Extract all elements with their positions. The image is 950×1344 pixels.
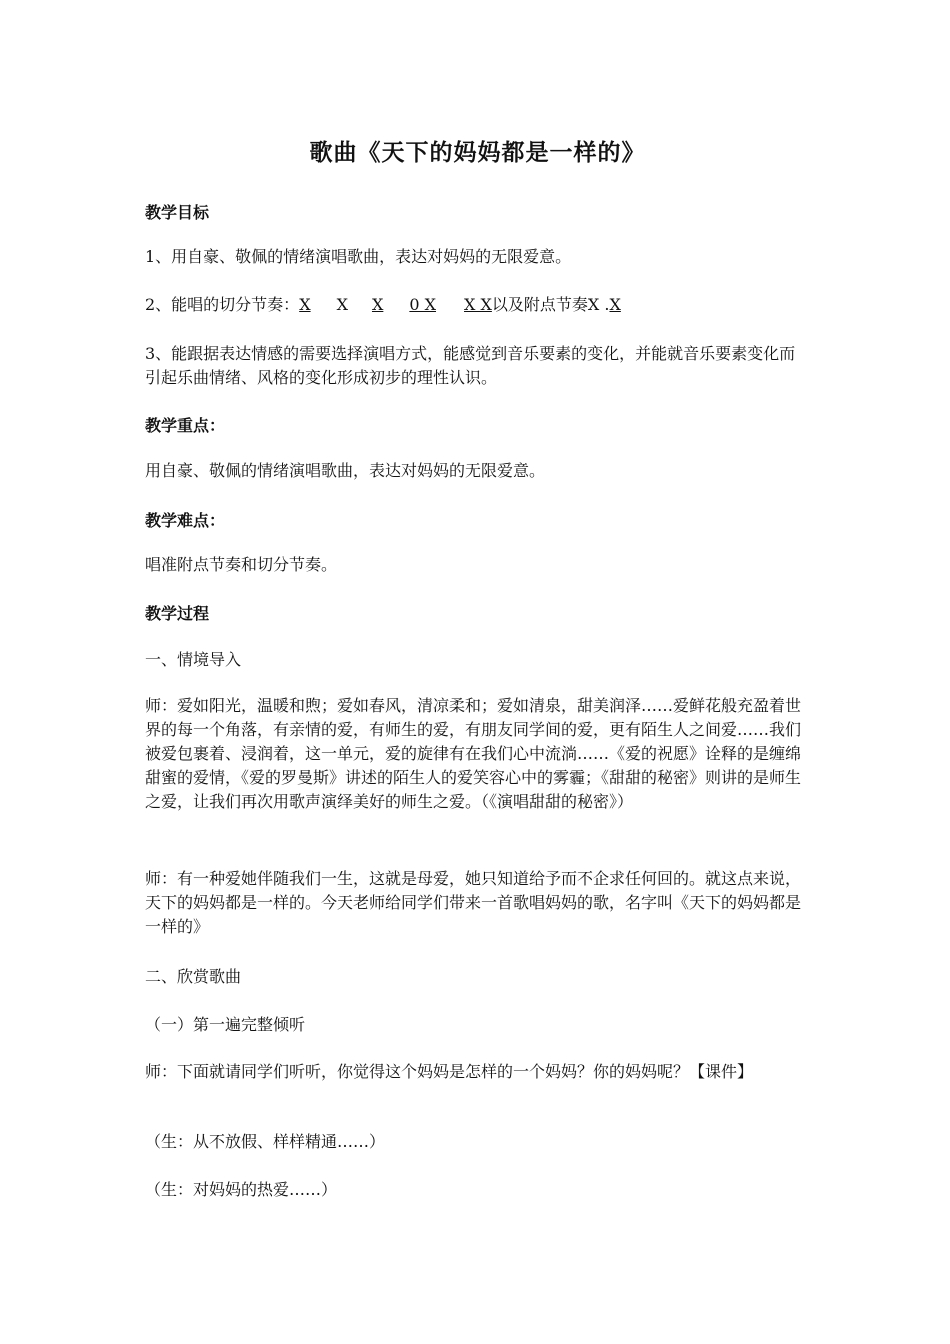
student-answer-2: （生：对妈妈的热爱……） <box>145 1180 338 1199</box>
goal-item-2-mid: 以及附点节奏 <box>491 295 588 314</box>
section-2-title: 二、欣赏歌曲 <box>145 967 242 986</box>
process-heading: 教学过程 <box>145 604 210 623</box>
student-answer-1: （生：从不放假、样样精通……） <box>145 1132 386 1151</box>
focus-text: 用自豪、敬佩的情绪演唱歌曲，表达对妈妈的无限爱意。 <box>145 461 546 480</box>
rhythm-note-3: X <box>371 295 384 314</box>
goal-item-1: 1、用自豪、敬佩的情绪演唱歌曲，表达对妈妈的无限爱意。 <box>145 247 572 266</box>
subsection-1-title: （一）第一遍完整倾听 <box>145 1015 306 1034</box>
goals-heading: 教学目标 <box>145 203 210 222</box>
difficulty-heading: 教学难点： <box>145 511 226 530</box>
intro-paragraph-1: 师：爱如阳光，温暖和煦；爱如春风，清凉柔和；爱如清泉，甜美润泽……爱鲜花般充盈着世界的每一个角落，有亲情的爱，有师生的爱，有朋友同学间的爱，更有陌生人之间爱……我们被爱包裹着、浸润着，这一单元，爱的旋律有在我们心中流淌……《爱的祝愿》诠释的是缠绵甜蜜的爱情，《爱的罗曼斯》讲述的陌生人的爱笑容心中的雾霾；《甜甜的秘密》则讲的是师生之爱，让我们再次用歌声演绎美好的师生之爱。（《演唱甜甜的秘密》） <box>145 696 802 811</box>
focus-heading: 教学重点： <box>145 416 226 435</box>
rhythm-note-1: X <box>299 295 311 314</box>
difficulty-text: 唱准附点节奏和切分节奏。 <box>145 555 338 574</box>
teacher-question: 师：下面就请同学们听听，你觉得这个妈妈是怎样的一个妈妈？你的妈妈呢？【课件】 <box>145 1062 754 1081</box>
section-1-title: 一、情境导入 <box>145 650 242 669</box>
rhythm-note-6: X . <box>587 295 610 314</box>
rhythm-note-7: X <box>609 295 621 314</box>
goal-item-3: 3、能跟据表达情感的需要选择演唱方式，能感觉到音乐要素的变化，并能就音乐要素变化而引起乐曲情绪、风格的变化形成初步的理性认识。 <box>145 344 796 387</box>
rhythm-note-4: 0 X <box>409 295 437 314</box>
goal-item-2-prefix: 2、能唱的切分节奏： <box>145 295 300 314</box>
rhythm-note-5: X X <box>464 295 492 314</box>
rhythm-note-2: X <box>336 295 348 314</box>
page-title: 歌曲《天下的妈妈都是一样的》 <box>309 140 646 166</box>
intro-paragraph-2: 师：有一种爱她伴随我们一生，这就是母爱，她只知道给予而不企求任何回的。就这点来说，天下的妈妈都是一样的。今天老师给同学们带来一首歌唱妈妈的歌，名字叫《天下的妈妈都是一样的》 <box>145 869 802 936</box>
goal-item-2 <box>145 293 810 317</box>
